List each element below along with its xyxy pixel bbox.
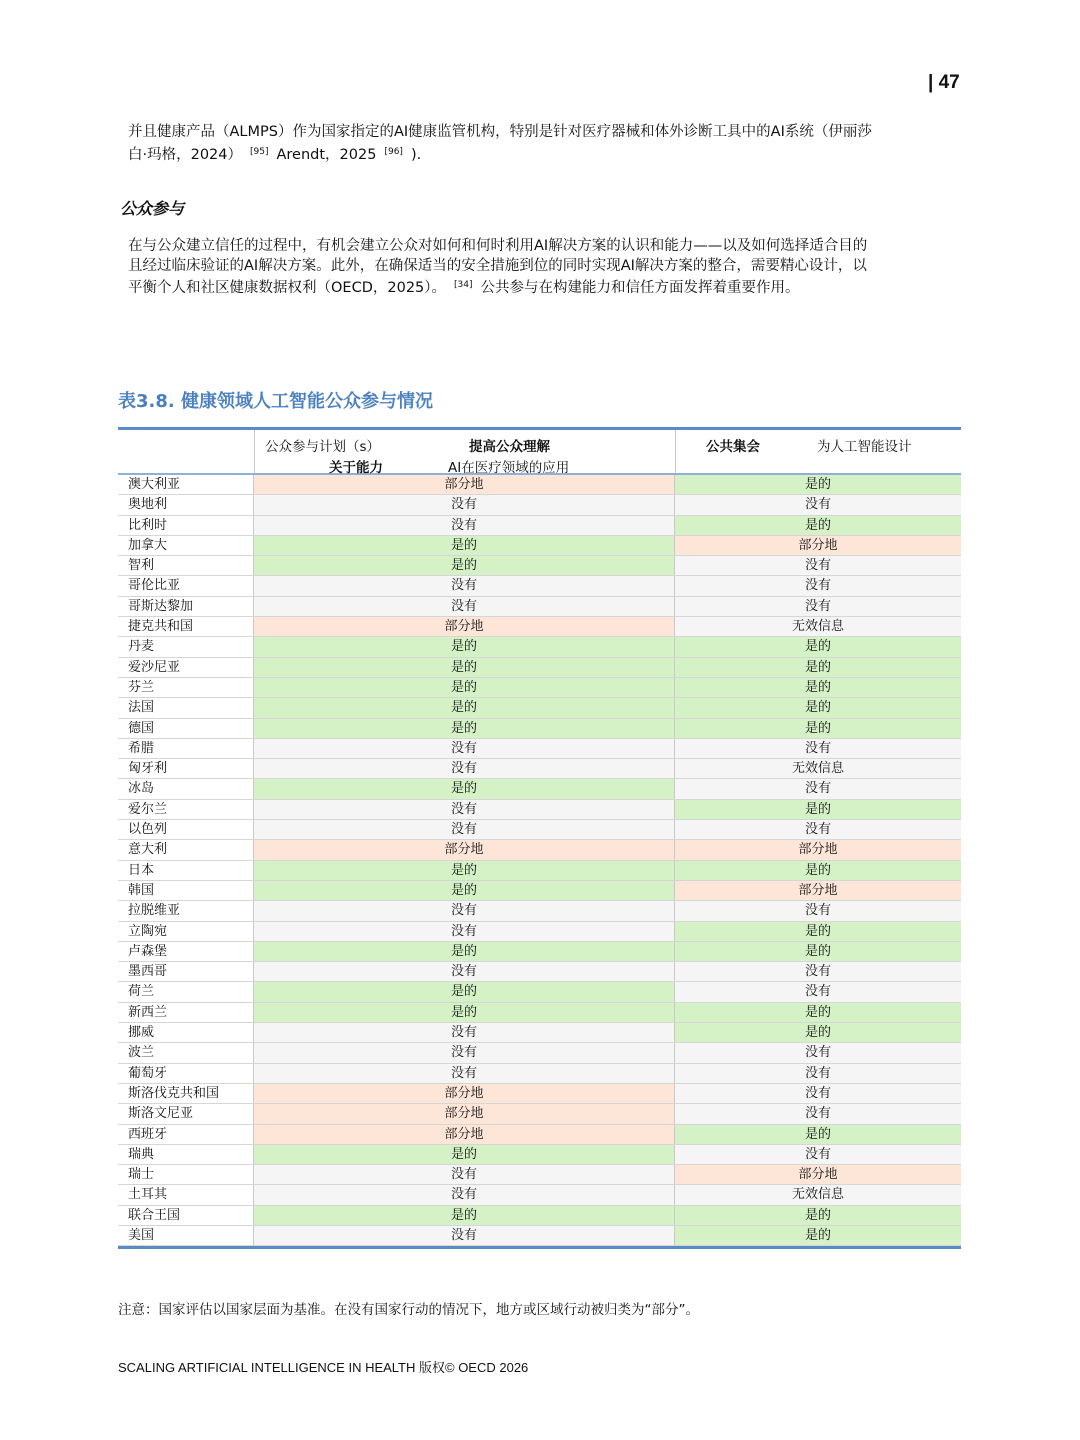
table-row <box>118 1165 961 1185</box>
country-cell: 爱尔兰 <box>118 800 254 819</box>
country-cell: 哥伦比亚 <box>118 576 254 595</box>
reference-95[interactable]: [95] <box>250 146 269 157</box>
country-cell: 捷克共和国 <box>118 617 254 636</box>
country-cell: 希腊 <box>118 739 254 758</box>
country-cell: 波兰 <box>118 1043 254 1062</box>
assembly-cell: 是的 <box>675 658 961 677</box>
table-row <box>118 1003 961 1023</box>
country-cell: 新西兰 <box>118 1003 254 1022</box>
country-cell: 瑞典 <box>118 1145 254 1164</box>
engagement-cell: 是的 <box>254 637 675 656</box>
engagement-cell: 没有 <box>254 759 675 778</box>
assembly-cell: 无效信息 <box>675 1185 961 1204</box>
header-a2: 提高公众理解 <box>469 439 550 455</box>
assembly-cell: 部分地 <box>675 1165 961 1184</box>
page-number: | 47 <box>928 72 960 93</box>
table-row <box>118 962 961 982</box>
engagement-cell: 部分地 <box>254 840 675 859</box>
assembly-cell: 部分地 <box>675 536 961 555</box>
country-cell: 拉脱维亚 <box>118 901 254 920</box>
engagement-cell: 没有 <box>254 800 675 819</box>
engagement-cell: 部分地 <box>254 1104 675 1123</box>
table-row <box>118 1064 961 1084</box>
country-cell: 哥斯达黎加 <box>118 597 254 616</box>
body-line-3 <box>128 276 962 299</box>
table-row <box>118 495 961 515</box>
engagement-cell: 没有 <box>254 1226 675 1245</box>
intro-line-1: 并且健康产品（ALMPS）作为国家指定的AI健康监管机构，特别是针对医疗器械和体外诊断工具中的AI系统（伊丽莎 <box>128 124 872 140</box>
engagement-cell: 没有 <box>254 922 675 941</box>
engagement-cell: 部分地 <box>254 1125 675 1144</box>
engagement-cell: 没有 <box>254 962 675 981</box>
country-cell: 西班牙 <box>118 1125 254 1144</box>
engagement-cell: 没有 <box>254 739 675 758</box>
header-b1: 公共集会 <box>706 439 760 455</box>
table-row <box>118 881 961 901</box>
country-cell: 联合王国 <box>118 1206 254 1225</box>
table-row <box>118 800 961 820</box>
header-a3: 关于能力 <box>329 460 383 476</box>
assembly-cell: 部分地 <box>675 881 961 900</box>
country-cell: 墨西哥 <box>118 962 254 981</box>
engagement-cell: 是的 <box>254 779 675 798</box>
table-row <box>118 982 961 1002</box>
table-row <box>118 1185 961 1205</box>
engagement-cell: 是的 <box>254 678 675 697</box>
table-row <box>118 1084 961 1104</box>
engagement-cell: 部分地 <box>254 1084 675 1103</box>
table-row <box>118 779 961 799</box>
table-row <box>118 820 961 840</box>
assembly-cell: 无效信息 <box>675 617 961 636</box>
country-cell: 以色列 <box>118 820 254 839</box>
assembly-cell: 没有 <box>675 901 961 920</box>
table-row <box>118 698 961 718</box>
engagement-cell: 是的 <box>254 861 675 880</box>
table-bottom-rule <box>118 1246 961 1249</box>
engagement-cell: 没有 <box>254 1043 675 1062</box>
table-row <box>118 637 961 657</box>
assembly-cell: 是的 <box>675 1003 961 1022</box>
country-cell: 爱沙尼亚 <box>118 658 254 677</box>
table-row <box>118 516 961 536</box>
assembly-cell: 是的 <box>675 942 961 961</box>
country-cell: 比利时 <box>118 516 254 535</box>
engagement-cell: 是的 <box>254 1206 675 1225</box>
table-row <box>118 942 961 962</box>
assembly-cell: 是的 <box>675 861 961 880</box>
intro-line-2-text: 白·玛格，2024） <box>128 146 243 163</box>
table-row <box>118 719 961 739</box>
country-cell: 加拿大 <box>118 536 254 555</box>
table-title: 表3.8. 健康领域人工智能公众参与情况 <box>118 391 433 412</box>
assembly-cell: 没有 <box>675 1084 961 1103</box>
country-cell: 葡萄牙 <box>118 1064 254 1083</box>
table-row <box>118 576 961 596</box>
section-heading: 公众参与 <box>120 199 185 218</box>
engagement-cell: 没有 <box>254 597 675 616</box>
table-row <box>118 475 961 495</box>
assembly-cell: 是的 <box>675 698 961 717</box>
assembly-cell: 是的 <box>675 922 961 941</box>
intro-paragraph <box>128 123 962 165</box>
table-row <box>118 840 961 860</box>
table-row <box>118 901 961 921</box>
table-note: 注意：国家评估以国家层面为基准。在没有国家行动的情况下，地方或区域行动被归类为“部分”。 <box>118 1302 699 1318</box>
engagement-cell: 没有 <box>254 1165 675 1184</box>
country-cell: 斯洛文尼亚 <box>118 1104 254 1123</box>
table-row <box>118 759 961 779</box>
engagement-cell: 没有 <box>254 576 675 595</box>
assembly-cell: 没有 <box>675 739 961 758</box>
assembly-cell: 没有 <box>675 1104 961 1123</box>
country-cell: 芬兰 <box>118 678 254 697</box>
reference-96[interactable]: [96] <box>384 146 403 157</box>
engagement-cell: 部分地 <box>254 617 675 636</box>
page-footer: SCALING ARTIFICIAL INTELLIGENCE IN HEALTH 版权© OECD 2026 <box>118 1360 529 1375</box>
country-cell: 立陶宛 <box>118 922 254 941</box>
header-column-a <box>255 430 676 476</box>
engagement-cell: 没有 <box>254 516 675 535</box>
assembly-cell: 是的 <box>675 1206 961 1225</box>
engagement-cell: 是的 <box>254 982 675 1001</box>
engagement-cell: 没有 <box>254 901 675 920</box>
engagement-cell: 部分地 <box>254 475 675 494</box>
assembly-cell: 是的 <box>675 719 961 738</box>
intro-line-2-end: ). <box>410 146 422 163</box>
country-cell: 挪威 <box>118 1023 254 1042</box>
country-cell: 法国 <box>118 698 254 717</box>
country-cell: 斯洛伐克共和国 <box>118 1084 254 1103</box>
assembly-cell: 没有 <box>675 597 961 616</box>
country-cell: 美国 <box>118 1226 254 1245</box>
assembly-cell: 没有 <box>675 1064 961 1083</box>
country-cell: 卢森堡 <box>118 942 254 961</box>
engagement-cell: 是的 <box>254 719 675 738</box>
table-row <box>118 922 961 942</box>
country-cell: 瑞士 <box>118 1165 254 1184</box>
body-line-2: 且经过临床验证的AI解决方案。此外，在确保适当的安全措施到位的同时实现AI解决方案的整合，需要精心设计，以 <box>128 257 867 274</box>
country-cell: 智利 <box>118 556 254 575</box>
table-row <box>118 861 961 881</box>
assembly-cell: 部分地 <box>675 840 961 859</box>
body-line-1: 在与公众建立信任的过程中，有机会建立公众对如何和何时利用AI解决方案的认识和能力——以及如何选择适合目的 <box>128 238 868 254</box>
table-row <box>118 1104 961 1124</box>
engagement-cell: 是的 <box>254 698 675 717</box>
assembly-cell: 没有 <box>675 495 961 514</box>
country-cell: 德国 <box>118 719 254 738</box>
engagement-cell: 没有 <box>254 820 675 839</box>
engagement-cell: 没有 <box>254 1185 675 1204</box>
table-row <box>118 1043 961 1063</box>
assembly-cell: 是的 <box>675 800 961 819</box>
intro-line-2-mid: Arendt，2025 <box>276 146 377 163</box>
assembly-cell: 是的 <box>675 1023 961 1042</box>
engagement-cell: 是的 <box>254 658 675 677</box>
reference-34[interactable]: [34] <box>454 280 473 290</box>
table-row <box>118 617 961 637</box>
assembly-cell: 是的 <box>675 1125 961 1144</box>
header-b2: 为人工智能设计 <box>817 439 912 455</box>
table-header <box>118 430 961 475</box>
assembly-cell: 是的 <box>675 678 961 697</box>
country-cell: 匈牙利 <box>118 759 254 778</box>
engagement-cell: 没有 <box>254 1064 675 1083</box>
assembly-cell: 没有 <box>675 962 961 981</box>
participation-table <box>118 427 961 1249</box>
country-cell: 丹麦 <box>118 637 254 656</box>
assembly-cell: 没有 <box>675 779 961 798</box>
assembly-cell: 没有 <box>675 820 961 839</box>
country-cell: 日本 <box>118 861 254 880</box>
country-cell: 意大利 <box>118 840 254 859</box>
table-row <box>118 1226 961 1246</box>
body-line-3-end: 公共参与在构建能力和信任方面发挥着重要作用。 <box>480 280 800 296</box>
engagement-cell: 是的 <box>254 881 675 900</box>
table-row <box>118 1125 961 1145</box>
table-row <box>118 678 961 698</box>
table-row <box>118 1206 961 1226</box>
country-cell: 冰岛 <box>118 779 254 798</box>
engagement-cell: 是的 <box>254 536 675 555</box>
country-cell: 奥地利 <box>118 495 254 514</box>
body-line-3-text: 平衡个人和社区健康数据权利（OECD，2025）。 <box>128 280 447 296</box>
engagement-cell: 没有 <box>254 1023 675 1042</box>
body-paragraph <box>128 237 962 299</box>
table-row <box>118 1023 961 1043</box>
assembly-cell: 没有 <box>675 1145 961 1164</box>
table-row <box>118 739 961 759</box>
engagement-cell: 是的 <box>254 556 675 575</box>
engagement-cell: 是的 <box>254 1003 675 1022</box>
assembly-cell: 没有 <box>675 982 961 1001</box>
engagement-cell: 是的 <box>254 942 675 961</box>
assembly-cell: 没有 <box>675 556 961 575</box>
header-a1: 公众参与计划（s） <box>265 439 381 455</box>
intro-line-2 <box>128 143 962 166</box>
assembly-cell: 无效信息 <box>675 759 961 778</box>
engagement-cell: 没有 <box>254 495 675 514</box>
assembly-cell: 是的 <box>675 1226 961 1245</box>
country-cell: 荷兰 <box>118 982 254 1001</box>
table-body <box>118 475 961 1246</box>
table-row <box>118 556 961 576</box>
header-a4: AI在医疗领域的应用 <box>448 460 570 476</box>
country-cell: 韩国 <box>118 881 254 900</box>
assembly-cell: 没有 <box>675 1043 961 1062</box>
assembly-cell: 是的 <box>675 516 961 535</box>
table-row <box>118 658 961 678</box>
assembly-cell: 没有 <box>675 576 961 595</box>
country-cell: 澳大利亚 <box>118 475 254 494</box>
table-row <box>118 597 961 617</box>
table-row <box>118 536 961 556</box>
header-country-cell <box>118 430 255 473</box>
engagement-cell: 是的 <box>254 1145 675 1164</box>
table-row <box>118 1145 961 1165</box>
country-cell: 土耳其 <box>118 1185 254 1204</box>
assembly-cell: 是的 <box>675 637 961 656</box>
assembly-cell: 是的 <box>675 475 961 494</box>
